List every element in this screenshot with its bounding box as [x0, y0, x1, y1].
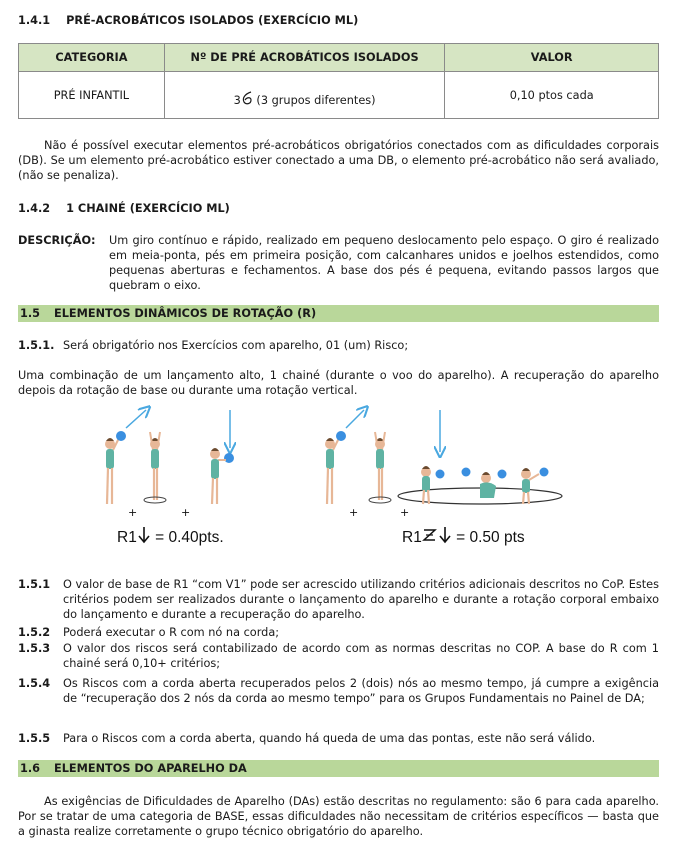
section-1-4-1-heading	[18, 13, 358, 28]
arrow-down-icon	[137, 526, 151, 544]
item-number: 1.5.5	[18, 732, 51, 745]
section-number: 1.4.1	[18, 14, 51, 27]
apparatus-difficulty-paragraph: As exigências de Dificuldades de Aparelho (DAs) estão descritas no regulamento: são 6 para cada aparelho. Por se tratar de uma categoria de BASE, essas dificuldades não necessitam de critérios específicos — basta que a ginasta realize corretamente o grupo técnico obrigatório do aparelho.	[18, 795, 659, 838]
descricao-text: Um giro contínuo e rápido, realizado em pequeno deslocamento pelo espaço. O giro é realizado em meia-ponta, pés em primeira posição, com calcanhares unidos e joelhos estendidos, como pequenas aberturas e fechamentos. A base dos pés é pequena, evitando passos largos que quebram o eixo.	[109, 234, 659, 292]
item-text: Será obrigatório nos Exercícios com aparelho, 01 (um) Risco;	[63, 339, 409, 352]
ball-icon	[540, 468, 549, 477]
section-title: PRÉ-ACROBÁTICOS ISOLADOS (EXERCÍCIO ML)	[66, 14, 359, 27]
section-1-5-bar	[18, 305, 659, 322]
risk-value: = 0.40pts.	[155, 529, 224, 546]
item-number: 1.5.1	[18, 578, 51, 591]
item-number: 1.5.2	[18, 626, 51, 639]
section-1-4-2-heading	[18, 201, 230, 216]
svg-text:+: +	[181, 506, 191, 519]
gymnast-figure	[421, 466, 431, 504]
ball-icon	[116, 431, 126, 441]
table-row	[19, 72, 659, 119]
arrow-down-icon	[438, 526, 452, 544]
numero-desc: (3 grupos diferentes)	[256, 94, 376, 107]
gymnast-figure	[521, 468, 539, 504]
gymnast-figure	[325, 434, 341, 504]
pre-acrobatic-paragraph: Não é possível executar elementos pré-acrobáticos obrigatórios conectados com as dificuldades corporais (DB). Se um elemento pré-acrobático estiver conectado a uma DB, o elemento pré-acrobático não será avaliado, (não se penaliza).	[18, 139, 659, 182]
numero-value: 3	[233, 94, 241, 107]
right-risk-label	[402, 526, 525, 545]
item-text: Poderá executar o R com nó na corda;	[63, 626, 280, 639]
combination-paragraph: Uma combinação de um lançamento alto, 1 chainé (durante o voo do aparelho). A recuperação do aparelho depois da rotação de base ou durante uma rotação vertical.	[18, 369, 659, 397]
item-number: 1.5.4	[18, 677, 51, 690]
column-header: Nº DE PRÉ ACROBÁTICOS ISOLADOS	[164, 44, 445, 72]
item-text: Os Riscos com a corda aberta recuperados pelos 2 (dois) nós ao mesmo tempo, já cumpre a exigência de “recuperação dos 2 nós da corda ao mesmo tempo” para os Grupos Fundamentais no Painel de DA;	[63, 677, 659, 705]
table-header-row	[19, 44, 659, 72]
column-header: CATEGORIA	[19, 44, 165, 72]
section-title: 1 CHAINÉ (EXERCÍCIO ML)	[66, 202, 230, 215]
ball-icon	[336, 431, 346, 441]
gymnast-figure	[105, 434, 121, 504]
ball-icon	[436, 470, 445, 479]
category-table	[18, 43, 659, 119]
numero-cell	[164, 72, 445, 119]
left-sequence-figures	[105, 410, 234, 519]
item-text: O valor dos riscos será contabilizado de acordo com as normas descritas no COP. A base do R com 1 chainé será 0,10+ critérios;	[63, 642, 659, 670]
section-number: 1.6	[20, 762, 41, 775]
svg-text:+: +	[349, 506, 359, 519]
gymnast-figure	[210, 448, 226, 504]
arrow-up-icon	[126, 410, 146, 428]
descricao-label: DESCRIÇÃO:	[18, 234, 96, 247]
risk-prefix: R1	[117, 529, 137, 546]
gymnast-figure	[144, 432, 166, 503]
valor-cell: 0,10 ptos cada	[445, 72, 659, 119]
item-number: 1.5.1.	[18, 339, 55, 352]
section-number: 1.5	[20, 307, 41, 320]
ball-icon	[224, 453, 234, 463]
column-header: VALOR	[445, 44, 659, 72]
risk-value: = 0.50 pts	[456, 529, 525, 546]
svg-text:+: +	[128, 506, 138, 519]
svg-text:+: +	[400, 506, 410, 519]
left-risk-label	[117, 526, 224, 545]
item-text: Para o Riscos com a corda aberta, quando há queda de uma das pontas, este não será válido.	[63, 732, 596, 745]
chaine-rotation-icon	[422, 526, 438, 544]
pre-acrobatic-symbol-icon	[241, 90, 253, 106]
gymnast-figure	[369, 432, 391, 503]
item-text: O valor de base de R1 “com V1” pode ser acrescido utilizando critérios adicionais descritos no CoP. Estes critérios podem ser realizados durante o lançamento do aparelho e durante a rotação corporal embaixo do lançamento e durante a recuperação do aparelho.	[63, 578, 659, 621]
section-1-6-bar	[18, 760, 659, 777]
arrow-up-icon	[346, 410, 364, 428]
item-number: 1.5.3	[18, 642, 51, 655]
section-title: ELEMENTOS DINÂMICOS DE ROTAÇÃO (R)	[54, 307, 317, 320]
section-title: ELEMENTOS DO APARELHO DA	[54, 762, 247, 775]
right-sequence-figures	[325, 410, 562, 519]
gymnast-figure	[480, 472, 496, 498]
section-number: 1.4.2	[18, 202, 51, 215]
ball-icon	[498, 470, 507, 479]
ball-icon	[462, 468, 471, 477]
risk-prefix: R1	[402, 529, 422, 546]
categoria-cell: PRÉ INFANTIL	[19, 72, 165, 119]
